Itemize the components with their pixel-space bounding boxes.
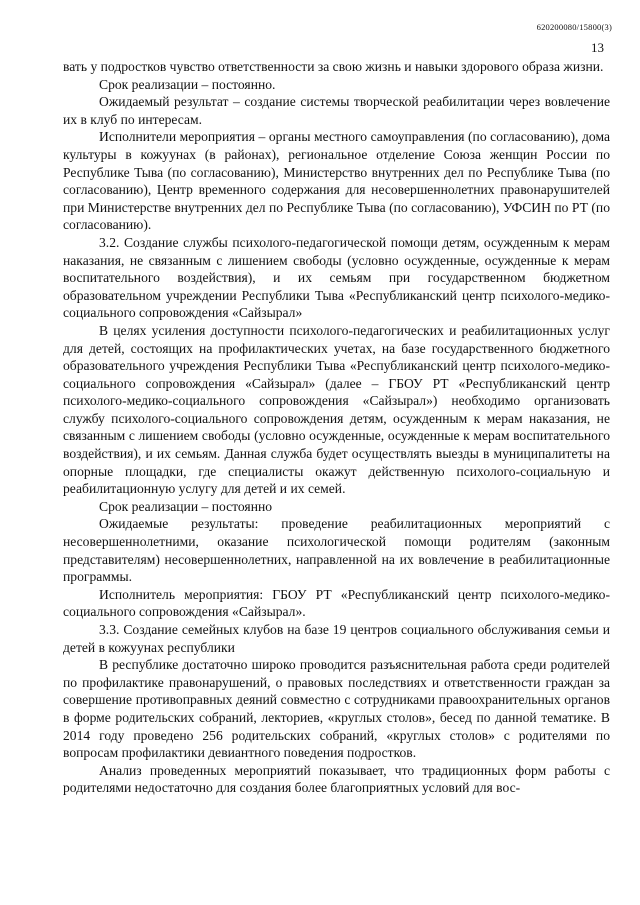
- paragraph: Ожидаемый результат – создание системы творческой реабилитации через вовлечение их в клуб по интересам.: [63, 94, 610, 127]
- paragraph: Анализ проведенных мероприятий показывает, что традиционных форм работы с родителями недостаточно для создания более благоприятных условий для вос-: [63, 762, 610, 796]
- paragraph: В республике достаточно широко проводится разъяснительная работа среди родителей по профилактике правонарушений, о правовых последствиях и ответственности граждан за совершение противоправных деяний совместно с сотрудниками правоохранительных органов в форме родительских собраний, лекториев, «круглых столов», бесед по данной тематике. В 2014 году проведено 256 родительских собраний, «круглых столов» с родителями по вопросам профилактики девиантного поведения подростков.: [63, 657, 610, 761]
- section-heading: 3.2. Создание службы психолого-педагогической помощи детям, осужденным к мерам наказания, не связанным с лишением свободы (условно осужденные, осужденные к мерам воспитательного воздействия), и их семьям при государственном бюджетном образовательном учреждении Республики Тыва «Республиканский центр психолого-медико-социального сопровождения «Сайзырал»: [63, 234, 610, 321]
- paragraph: Ожидаемые результаты: проведение реабилитационных мероприятий с несовершеннолетними, оказание психологической помощи родителям (законным представителям) несовершеннолетних, направленной на их вовлечение в реабилитационные программы.: [63, 516, 610, 585]
- paragraph: Срок реализации – постоянно.: [99, 76, 276, 92]
- paragraph: В целях усиления доступности психолого-педагогических и реабилитационных услуг для детей, состоящих на профилактических учетах, на базе государственного бюджетного образовательного учреждения Республики Тыва «Республиканский центр психолого-медико-социального сопровождения «Сайзырал» (далее – ГБОУ РТ «Республиканский центр психолого-медико-социального сопровождения «Сайзырал») необходимо организовать службу психолого-социального сопровождения детям, осужденным к мерам наказания, не связанным с лишением свободы (условно осужденные, осужденные к мерам воспитательного воздействия), и их семьям. Данная служба будет осуществлять выезды в муниципалитеты на опорные площадки, где специалисты окажут действенную психолого-социальную и реабилитационную услугу для детей и их семей.: [63, 322, 610, 497]
- page-number: 13: [591, 40, 604, 55]
- document-code: 620200080/15800(3): [536, 22, 612, 32]
- paragraph: Исполнители мероприятия – органы местного самоуправления (по согласованию), дома культуры в кожуунах (в районах), региональное отделение Союза женщин России по Республике Тыва (по согласованию), Министерство внутренних дел по Республике Тыва (по согласованию), Центр временного содержания для несовершеннолетних правонарушителей при Министерстве внутренних дел по Республике Тыва (по согласованию), УФСИН по РТ (по согласованию).: [63, 129, 610, 233]
- body-text: [63, 58, 610, 797]
- paragraph: вать у подростков чувство ответственности за свою жизнь и навыки здорового образа жизни.: [63, 59, 604, 74]
- paragraph: Срок реализации – постоянно: [99, 498, 273, 514]
- paragraph: Исполнитель мероприятия: ГБОУ РТ «Республиканский центр психолого-медико-социального сопровождения «Сайзырал».: [63, 586, 610, 620]
- section-heading: 3.3. Создание семейных клубов на базе 19 центров социального обслуживания семьи и детей в кожуунах республики: [63, 622, 610, 655]
